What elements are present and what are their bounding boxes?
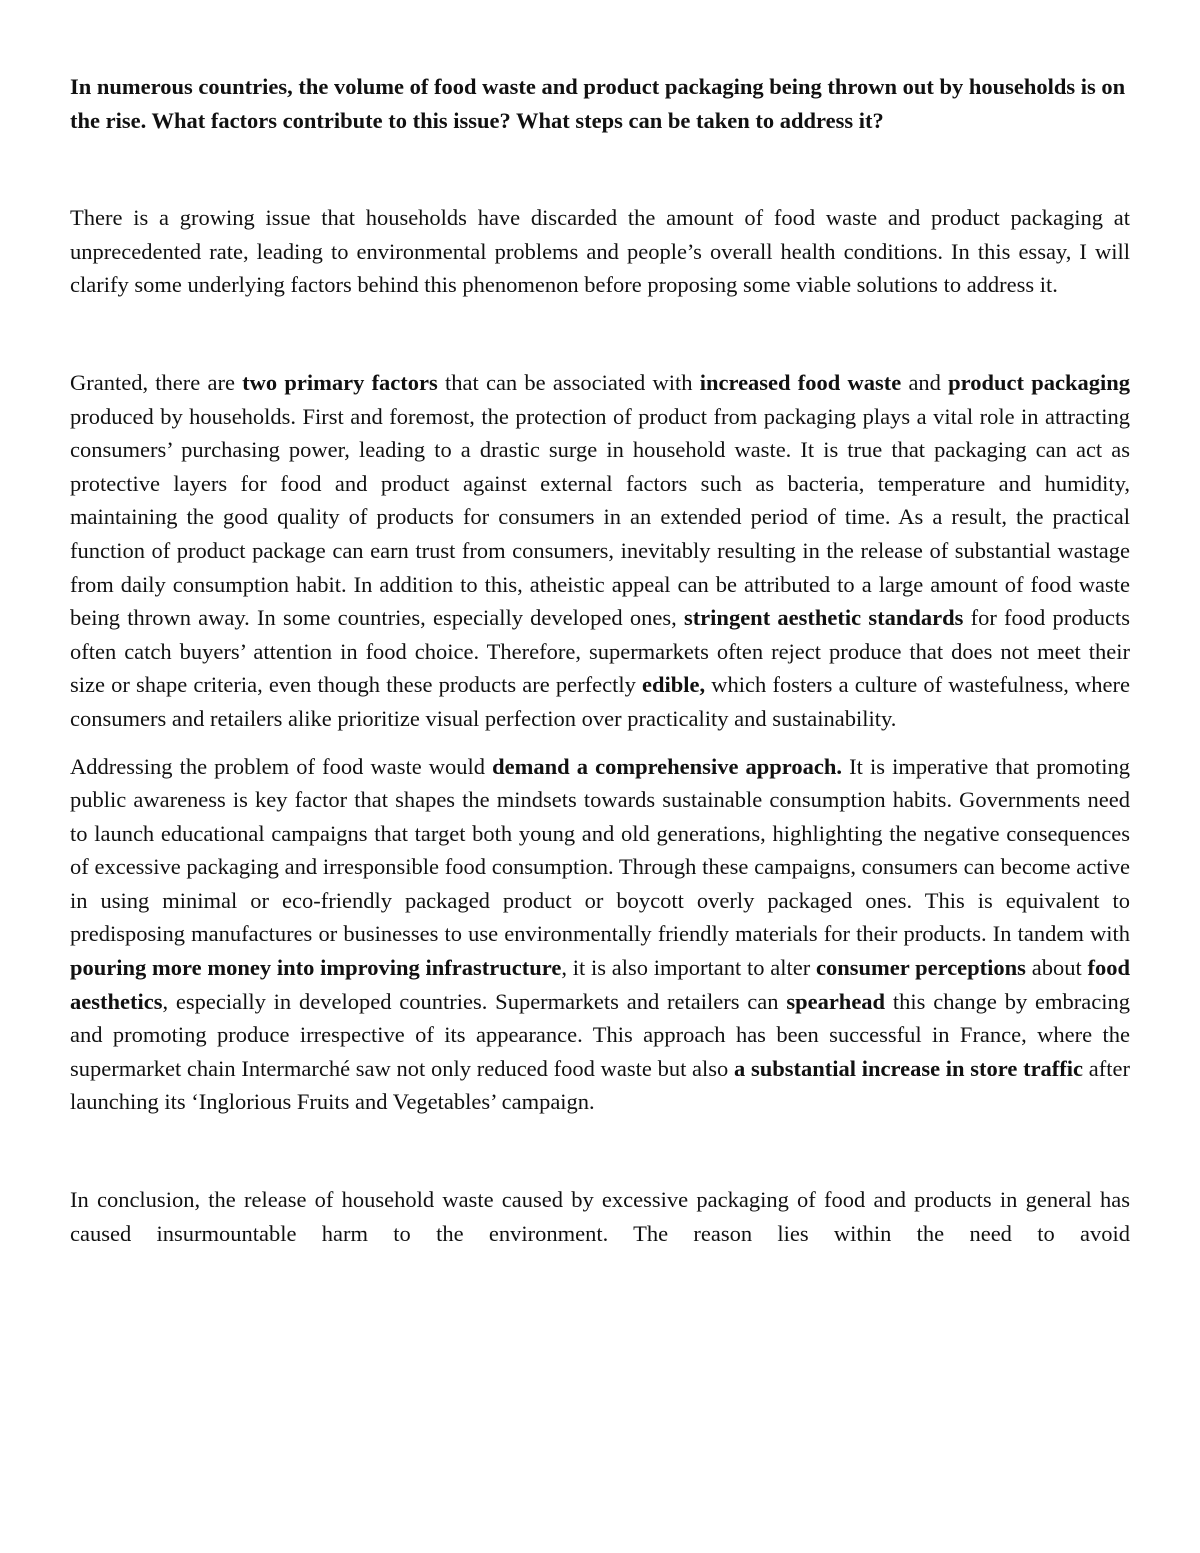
text-run: produced by households. First and foremost, the protection of product from packaging plays a vital role in attracting consumers’ purchasing power, leading to a drastic surge in household waste. It is true that packaging can act as protective layers for food and product against external factors such as bacteria, temperature and humidity, maintaining the good quality of products for consumers in an extended period of time. As a result, the practical function of product package can earn trust from consumers, inevitably resulting in the release of substantial wastage from daily consumption habit. In addition to this, atheistic appeal can be attributed to a large amount of food waste being thrown away. In some countries, especially developed ones, [70,403,1130,631]
text-run: It is imperative that promoting public awareness is key factor that shapes the mindsets towards sustainable consumption habits. Governments need to launch educational campaigns that target both young and old generations, highlighting the negative consequences of excessive packaging and irresponsible food consumption. Through these campaigns, consumers can become active in using minimal or eco-friendly packaged product or boycott overly packaged ones. This is equivalent to predisposing manufactures or businesses to use environmentally friendly materials for their products. In tandem with [70,753,1130,947]
essay-prompt: In numerous countries, the volume of food waste and product packaging being thrown out by households is on the rise. What factors contribute to this issue? What steps can be taken to address it? [70,74,1126,133]
document-page [70,70,1130,1250]
text-run: which fosters a culture of wastefulness, where consumers and retailers alike prioritize visual perfection over practicality and sustainability. [70,672,1130,731]
conclusion-paragraph: In conclusion, the release of household waste caused by excessive packaging of food and products in general has caused insurmountable harm to the environment. The reason lies within the need to avoid [70,1187,1130,1246]
bold-phrase: two primary factors [242,369,438,395]
bold-phrase: food aesthetics [70,955,1130,1014]
text-run: Addressing the problem of food waste would [70,753,493,779]
body-paragraph-1 [70,366,1130,736]
text-run: after launching its ‘Inglorious Fruits and Vegetables’ campaign. [70,1055,1130,1115]
text-run: and [901,369,949,395]
spacer [70,137,1130,201]
bold-phrase: edible, [642,672,706,698]
bold-phrase: stringent aesthetic standards [683,605,964,631]
text-run: that can be associated with [437,369,700,395]
spacer [70,1119,1130,1183]
text-run: for food products often catch buyers’ attention in food choice. Therefore, supermarkets often reject produce that does not meet their size or shape criteria, even though these products are perfectly [70,605,1130,698]
spacer [70,736,1130,750]
text-run: , it is also important to alter [561,955,817,981]
bold-phrase: demand a comprehensive approach. [492,753,843,779]
text-run: , especially in developed countries. Supermarkets and retailers can [162,988,787,1014]
text-run: this change by embracing and promoting produce irrespective of its appearance. This approach has been successful in France, where the supermarket chain Intermarché saw not only reduced food waste but also [70,988,1130,1081]
bold-phrase: consumer perceptions [816,955,1026,981]
bold-phrase: pouring more money into improving infrastructure [70,955,562,981]
bold-phrase: a substantial increase in store traffic [734,1055,1084,1081]
body-paragraph-2 [70,750,1130,1120]
intro-paragraph: There is a growing issue that households have discarded the amount of food waste and product packaging at unprecedented rate, leading to environmental problems and people’s overall health conditions. In this essay, I will clarify some underlying factors behind this phenomenon before proposing some viable solutions to address it. [70,205,1130,298]
bold-phrase: product packaging [948,369,1130,395]
bold-phrase: increased food waste [699,369,902,395]
bold-phrase: spearhead [786,988,886,1014]
spacer [70,302,1130,366]
text-run: Granted, there are [70,369,243,395]
text-run: about [1025,955,1088,981]
